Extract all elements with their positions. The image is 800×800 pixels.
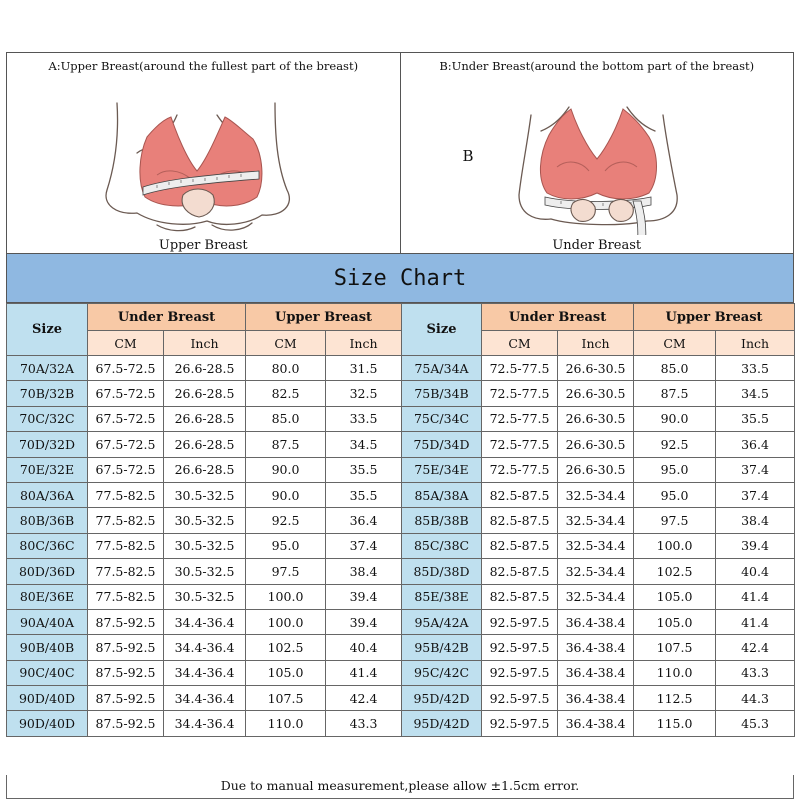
unit-cm-header: CM bbox=[634, 331, 716, 356]
under-breast-inch-cell: 26.6-28.5 bbox=[164, 432, 246, 457]
under-breast-inch-cell: 34.4-36.4 bbox=[164, 686, 246, 711]
size-cell: 80B/36B bbox=[7, 508, 88, 533]
under-breast-inch-cell: 32.5-34.4 bbox=[558, 482, 634, 507]
table-row bbox=[7, 508, 795, 533]
table-unit-header-row bbox=[7, 331, 795, 356]
unit-inch-header: Inch bbox=[164, 331, 246, 356]
under-breast-inch-cell: 30.5-32.5 bbox=[164, 533, 246, 558]
upper-breast-inch-cell: 43.3 bbox=[326, 711, 402, 736]
size-cell: 85E/38E bbox=[402, 584, 482, 609]
unit-cm-header: CM bbox=[246, 331, 326, 356]
size-cell: 70D/32D bbox=[7, 432, 88, 457]
upper-breast-inch-cell: 41.4 bbox=[326, 660, 402, 685]
upper-breast-cm-cell: 80.0 bbox=[246, 356, 326, 381]
under-breast-cm-cell: 92.5-97.5 bbox=[482, 635, 558, 660]
size-cell: 90D/40D bbox=[7, 686, 88, 711]
table-row bbox=[7, 686, 795, 711]
table-row bbox=[7, 559, 795, 584]
size-cell: 85D/38D bbox=[402, 559, 482, 584]
size-cell: 90C/40C bbox=[7, 660, 88, 685]
upper-breast-cm-cell: 97.5 bbox=[246, 559, 326, 584]
under-breast-inch-cell: 26.6-30.5 bbox=[558, 356, 634, 381]
size-cell: 90D/40D bbox=[7, 711, 88, 736]
under-breast-inch-cell: 34.4-36.4 bbox=[164, 660, 246, 685]
under-breast-inch-cell: 30.5-32.5 bbox=[164, 559, 246, 584]
measurement-panels bbox=[6, 52, 794, 254]
upper-breast-inch-cell: 43.3 bbox=[716, 660, 795, 685]
under-breast-inch-cell: 30.5-32.5 bbox=[164, 584, 246, 609]
table-row bbox=[7, 482, 795, 507]
upper-breast-cm-cell: 102.5 bbox=[246, 635, 326, 660]
under-breast-cm-cell: 87.5-92.5 bbox=[88, 711, 164, 736]
panel-caption-upper: Upper Breast bbox=[158, 238, 248, 253]
under-breast-cm-cell: 72.5-77.5 bbox=[482, 381, 558, 406]
table-row bbox=[7, 711, 795, 736]
upper-breast-inch-cell: 39.4 bbox=[326, 584, 402, 609]
unit-inch-header: Inch bbox=[558, 331, 634, 356]
upper-breast-cm-cell: 105.0 bbox=[634, 609, 716, 634]
upper-breast-cm-cell: 107.5 bbox=[246, 686, 326, 711]
upper-breast-cm-cell: 85.0 bbox=[634, 356, 716, 381]
unit-cm-header: CM bbox=[482, 331, 558, 356]
size-cell: 95B/42B bbox=[402, 635, 482, 660]
size-cell: 70E/32E bbox=[7, 457, 88, 482]
under-breast-inch-cell: 36.4-38.4 bbox=[558, 711, 634, 736]
table-row bbox=[7, 432, 795, 457]
size-table-body bbox=[7, 356, 795, 737]
under-breast-cm-cell: 67.5-72.5 bbox=[88, 381, 164, 406]
upper-breast-cm-cell: 110.0 bbox=[246, 711, 326, 736]
under-breast-cm-cell: 77.5-82.5 bbox=[88, 559, 164, 584]
upper-breast-cm-cell: 100.0 bbox=[634, 533, 716, 558]
under-breast-cm-cell: 72.5-77.5 bbox=[482, 356, 558, 381]
under-breast-inch-cell: 34.4-36.4 bbox=[164, 711, 246, 736]
upper-breast-measurement-illustration bbox=[7, 75, 399, 235]
upper-breast-cm-cell: 92.5 bbox=[246, 508, 326, 533]
upper-breast-cm-cell: 95.0 bbox=[634, 457, 716, 482]
under-breast-header-left: Under Breast bbox=[88, 304, 246, 331]
size-cell: 80D/36D bbox=[7, 559, 88, 584]
under-breast-cm-cell: 67.5-72.5 bbox=[88, 457, 164, 482]
upper-breast-inch-cell: 33.5 bbox=[716, 356, 795, 381]
size-cell: 90A/40A bbox=[7, 609, 88, 634]
upper-breast-inch-cell: 40.4 bbox=[326, 635, 402, 660]
table-row bbox=[7, 660, 795, 685]
under-breast-cm-cell: 67.5-72.5 bbox=[88, 432, 164, 457]
upper-breast-header-left: Upper Breast bbox=[246, 304, 402, 331]
size-cell: 75C/34C bbox=[402, 406, 482, 431]
table-row bbox=[7, 584, 795, 609]
under-breast-inch-cell: 26.6-28.5 bbox=[164, 406, 246, 431]
under-breast-inch-cell: 34.4-36.4 bbox=[164, 609, 246, 634]
upper-breast-cm-cell: 90.0 bbox=[246, 482, 326, 507]
size-cell: 70C/32C bbox=[7, 406, 88, 431]
under-breast-inch-cell: 26.6-30.5 bbox=[558, 406, 634, 431]
size-header-left: Size bbox=[7, 304, 88, 356]
upper-breast-cm-cell: 90.0 bbox=[634, 406, 716, 431]
upper-breast-inch-cell: 45.3 bbox=[716, 711, 795, 736]
bra-shape-b bbox=[540, 109, 656, 199]
under-breast-cm-cell: 77.5-82.5 bbox=[88, 584, 164, 609]
size-cell: 85C/38C bbox=[402, 533, 482, 558]
under-breast-cm-cell: 92.5-97.5 bbox=[482, 711, 558, 736]
under-breast-inch-cell: 36.4-38.4 bbox=[558, 609, 634, 634]
under-breast-cm-cell: 82.5-87.5 bbox=[482, 559, 558, 584]
upper-breast-inch-cell: 33.5 bbox=[326, 406, 402, 431]
upper-breast-cm-cell: 95.0 bbox=[634, 482, 716, 507]
table-row bbox=[7, 406, 795, 431]
under-breast-cm-cell: 82.5-87.5 bbox=[482, 482, 558, 507]
under-breast-inch-cell: 32.5-34.4 bbox=[558, 533, 634, 558]
unit-cm-header: CM bbox=[88, 331, 164, 356]
under-breast-cm-cell: 92.5-97.5 bbox=[482, 609, 558, 634]
under-breast-cm-cell: 92.5-97.5 bbox=[482, 660, 558, 685]
size-cell: 75A/34A bbox=[402, 356, 482, 381]
under-breast-inch-cell: 26.6-28.5 bbox=[164, 356, 246, 381]
under-breast-cm-cell: 87.5-92.5 bbox=[88, 635, 164, 660]
upper-breast-cm-cell: 102.5 bbox=[634, 559, 716, 584]
under-breast-cm-cell: 72.5-77.5 bbox=[482, 406, 558, 431]
panel-title-under: B:Under Breast(around the bottom part of the breast) bbox=[439, 59, 755, 73]
under-breast-cm-cell: 82.5-87.5 bbox=[482, 533, 558, 558]
upper-breast-cm-cell: 95.0 bbox=[246, 533, 326, 558]
size-cell: 80E/36E bbox=[7, 584, 88, 609]
size-chart-title: Size Chart bbox=[6, 254, 794, 303]
upper-breast-inch-cell: 35.5 bbox=[716, 406, 795, 431]
upper-breast-cm-cell: 105.0 bbox=[634, 584, 716, 609]
upper-breast-cm-cell: 92.5 bbox=[634, 432, 716, 457]
size-cell: 80C/36C bbox=[7, 533, 88, 558]
under-breast-cm-cell: 67.5-72.5 bbox=[88, 406, 164, 431]
panel-under-breast bbox=[400, 52, 795, 254]
measurement-note: Due to manual measurement,please allow ±1.5cm error. bbox=[6, 775, 794, 799]
upper-breast-cm-cell: 97.5 bbox=[634, 508, 716, 533]
upper-breast-inch-cell: 41.4 bbox=[716, 609, 795, 634]
upper-breast-inch-cell: 38.4 bbox=[326, 559, 402, 584]
upper-breast-inch-cell: 42.4 bbox=[326, 686, 402, 711]
upper-breast-inch-cell: 44.3 bbox=[716, 686, 795, 711]
panel-upper-breast bbox=[6, 52, 400, 254]
under-breast-inch-cell: 36.4-38.4 bbox=[558, 660, 634, 685]
upper-breast-cm-cell: 100.0 bbox=[246, 584, 326, 609]
under-breast-inch-cell: 34.4-36.4 bbox=[164, 635, 246, 660]
upper-breast-inch-cell: 36.4 bbox=[716, 432, 795, 457]
upper-breast-inch-cell: 34.5 bbox=[716, 381, 795, 406]
under-breast-cm-cell: 82.5-87.5 bbox=[482, 584, 558, 609]
upper-breast-cm-cell: 107.5 bbox=[634, 635, 716, 660]
upper-breast-cm-cell: 110.0 bbox=[634, 660, 716, 685]
upper-breast-inch-cell: 37.4 bbox=[716, 457, 795, 482]
under-breast-cm-cell: 77.5-82.5 bbox=[88, 508, 164, 533]
upper-breast-cm-cell: 85.0 bbox=[246, 406, 326, 431]
size-cell: 75D/34D bbox=[402, 432, 482, 457]
upper-breast-inch-cell: 35.5 bbox=[326, 457, 402, 482]
under-breast-inch-cell: 30.5-32.5 bbox=[164, 482, 246, 507]
under-breast-inch-cell: 32.5-34.4 bbox=[558, 508, 634, 533]
under-breast-inch-cell: 32.5-34.4 bbox=[558, 584, 634, 609]
size-cell: 95C/42C bbox=[402, 660, 482, 685]
under-breast-header-right: Under Breast bbox=[482, 304, 634, 331]
table-row bbox=[7, 635, 795, 660]
upper-breast-inch-cell: 34.5 bbox=[326, 432, 402, 457]
size-cell: 95D/42D bbox=[402, 711, 482, 736]
under-breast-inch-cell: 30.5-32.5 bbox=[164, 508, 246, 533]
upper-breast-inch-cell: 31.5 bbox=[326, 356, 402, 381]
upper-breast-inch-cell: 40.4 bbox=[716, 559, 795, 584]
upper-breast-inch-cell: 36.4 bbox=[326, 508, 402, 533]
table-row bbox=[7, 356, 795, 381]
upper-breast-cm-cell: 90.0 bbox=[246, 457, 326, 482]
size-cell: 70A/32A bbox=[7, 356, 88, 381]
size-chart-frame bbox=[6, 52, 794, 793]
panel-title-upper: A:Upper Breast(around the fullest part of the breast) bbox=[48, 59, 359, 73]
under-breast-inch-cell: 32.5-34.4 bbox=[558, 559, 634, 584]
size-cell: 85B/38B bbox=[402, 508, 482, 533]
upper-breast-inch-cell: 39.4 bbox=[716, 533, 795, 558]
upper-breast-inch-cell: 37.4 bbox=[716, 482, 795, 507]
under-breast-inch-cell: 36.4-38.4 bbox=[558, 635, 634, 660]
upper-breast-cm-cell: 87.5 bbox=[246, 432, 326, 457]
under-breast-inch-cell: 26.6-30.5 bbox=[558, 432, 634, 457]
under-breast-inch-cell: 26.6-28.5 bbox=[164, 457, 246, 482]
under-breast-cm-cell: 72.5-77.5 bbox=[482, 457, 558, 482]
upper-breast-cm-cell: 87.5 bbox=[634, 381, 716, 406]
upper-breast-inch-cell: 35.5 bbox=[326, 482, 402, 507]
upper-breast-cm-cell: 112.5 bbox=[634, 686, 716, 711]
unit-inch-header: Inch bbox=[716, 331, 795, 356]
size-header-right: Size bbox=[402, 304, 482, 356]
under-breast-cm-cell: 87.5-92.5 bbox=[88, 686, 164, 711]
under-breast-cm-cell: 77.5-82.5 bbox=[88, 482, 164, 507]
upper-breast-cm-cell: 115.0 bbox=[634, 711, 716, 736]
table-row bbox=[7, 381, 795, 406]
under-breast-inch-cell: 26.6-30.5 bbox=[558, 381, 634, 406]
upper-breast-header-right: Upper Breast bbox=[634, 304, 795, 331]
upper-breast-inch-cell: 32.5 bbox=[326, 381, 402, 406]
panel-letter-b: B bbox=[462, 147, 474, 165]
size-cell: 75E/34E bbox=[402, 457, 482, 482]
table-row bbox=[7, 457, 795, 482]
unit-inch-header: Inch bbox=[326, 331, 402, 356]
size-cell: 85A/38A bbox=[402, 482, 482, 507]
under-breast-cm-cell: 92.5-97.5 bbox=[482, 686, 558, 711]
table-group-header-row bbox=[7, 304, 795, 331]
under-breast-cm-cell: 67.5-72.5 bbox=[88, 356, 164, 381]
upper-breast-inch-cell: 38.4 bbox=[716, 508, 795, 533]
table-row bbox=[7, 533, 795, 558]
size-cell: 75B/34B bbox=[402, 381, 482, 406]
size-table bbox=[6, 303, 795, 737]
table-row bbox=[7, 609, 795, 634]
under-breast-inch-cell: 36.4-38.4 bbox=[558, 686, 634, 711]
size-cell: 70B/32B bbox=[7, 381, 88, 406]
upper-breast-inch-cell: 37.4 bbox=[326, 533, 402, 558]
under-breast-measurement-illustration bbox=[401, 75, 793, 235]
size-cell: 95A/42A bbox=[402, 609, 482, 634]
size-cell: 90B/40B bbox=[7, 635, 88, 660]
size-cell: 95D/42D bbox=[402, 686, 482, 711]
upper-breast-inch-cell: 39.4 bbox=[326, 609, 402, 634]
upper-breast-inch-cell: 41.4 bbox=[716, 584, 795, 609]
panel-caption-under: Under Breast bbox=[552, 238, 642, 253]
under-breast-inch-cell: 26.6-28.5 bbox=[164, 381, 246, 406]
upper-breast-cm-cell: 100.0 bbox=[246, 609, 326, 634]
size-cell: 80A/36A bbox=[7, 482, 88, 507]
upper-breast-inch-cell: 42.4 bbox=[716, 635, 795, 660]
under-breast-cm-cell: 72.5-77.5 bbox=[482, 432, 558, 457]
upper-breast-cm-cell: 82.5 bbox=[246, 381, 326, 406]
under-breast-cm-cell: 77.5-82.5 bbox=[88, 533, 164, 558]
under-breast-inch-cell: 26.6-30.5 bbox=[558, 457, 634, 482]
upper-breast-cm-cell: 105.0 bbox=[246, 660, 326, 685]
under-breast-cm-cell: 87.5-92.5 bbox=[88, 609, 164, 634]
under-breast-cm-cell: 87.5-92.5 bbox=[88, 660, 164, 685]
under-breast-cm-cell: 82.5-87.5 bbox=[482, 508, 558, 533]
